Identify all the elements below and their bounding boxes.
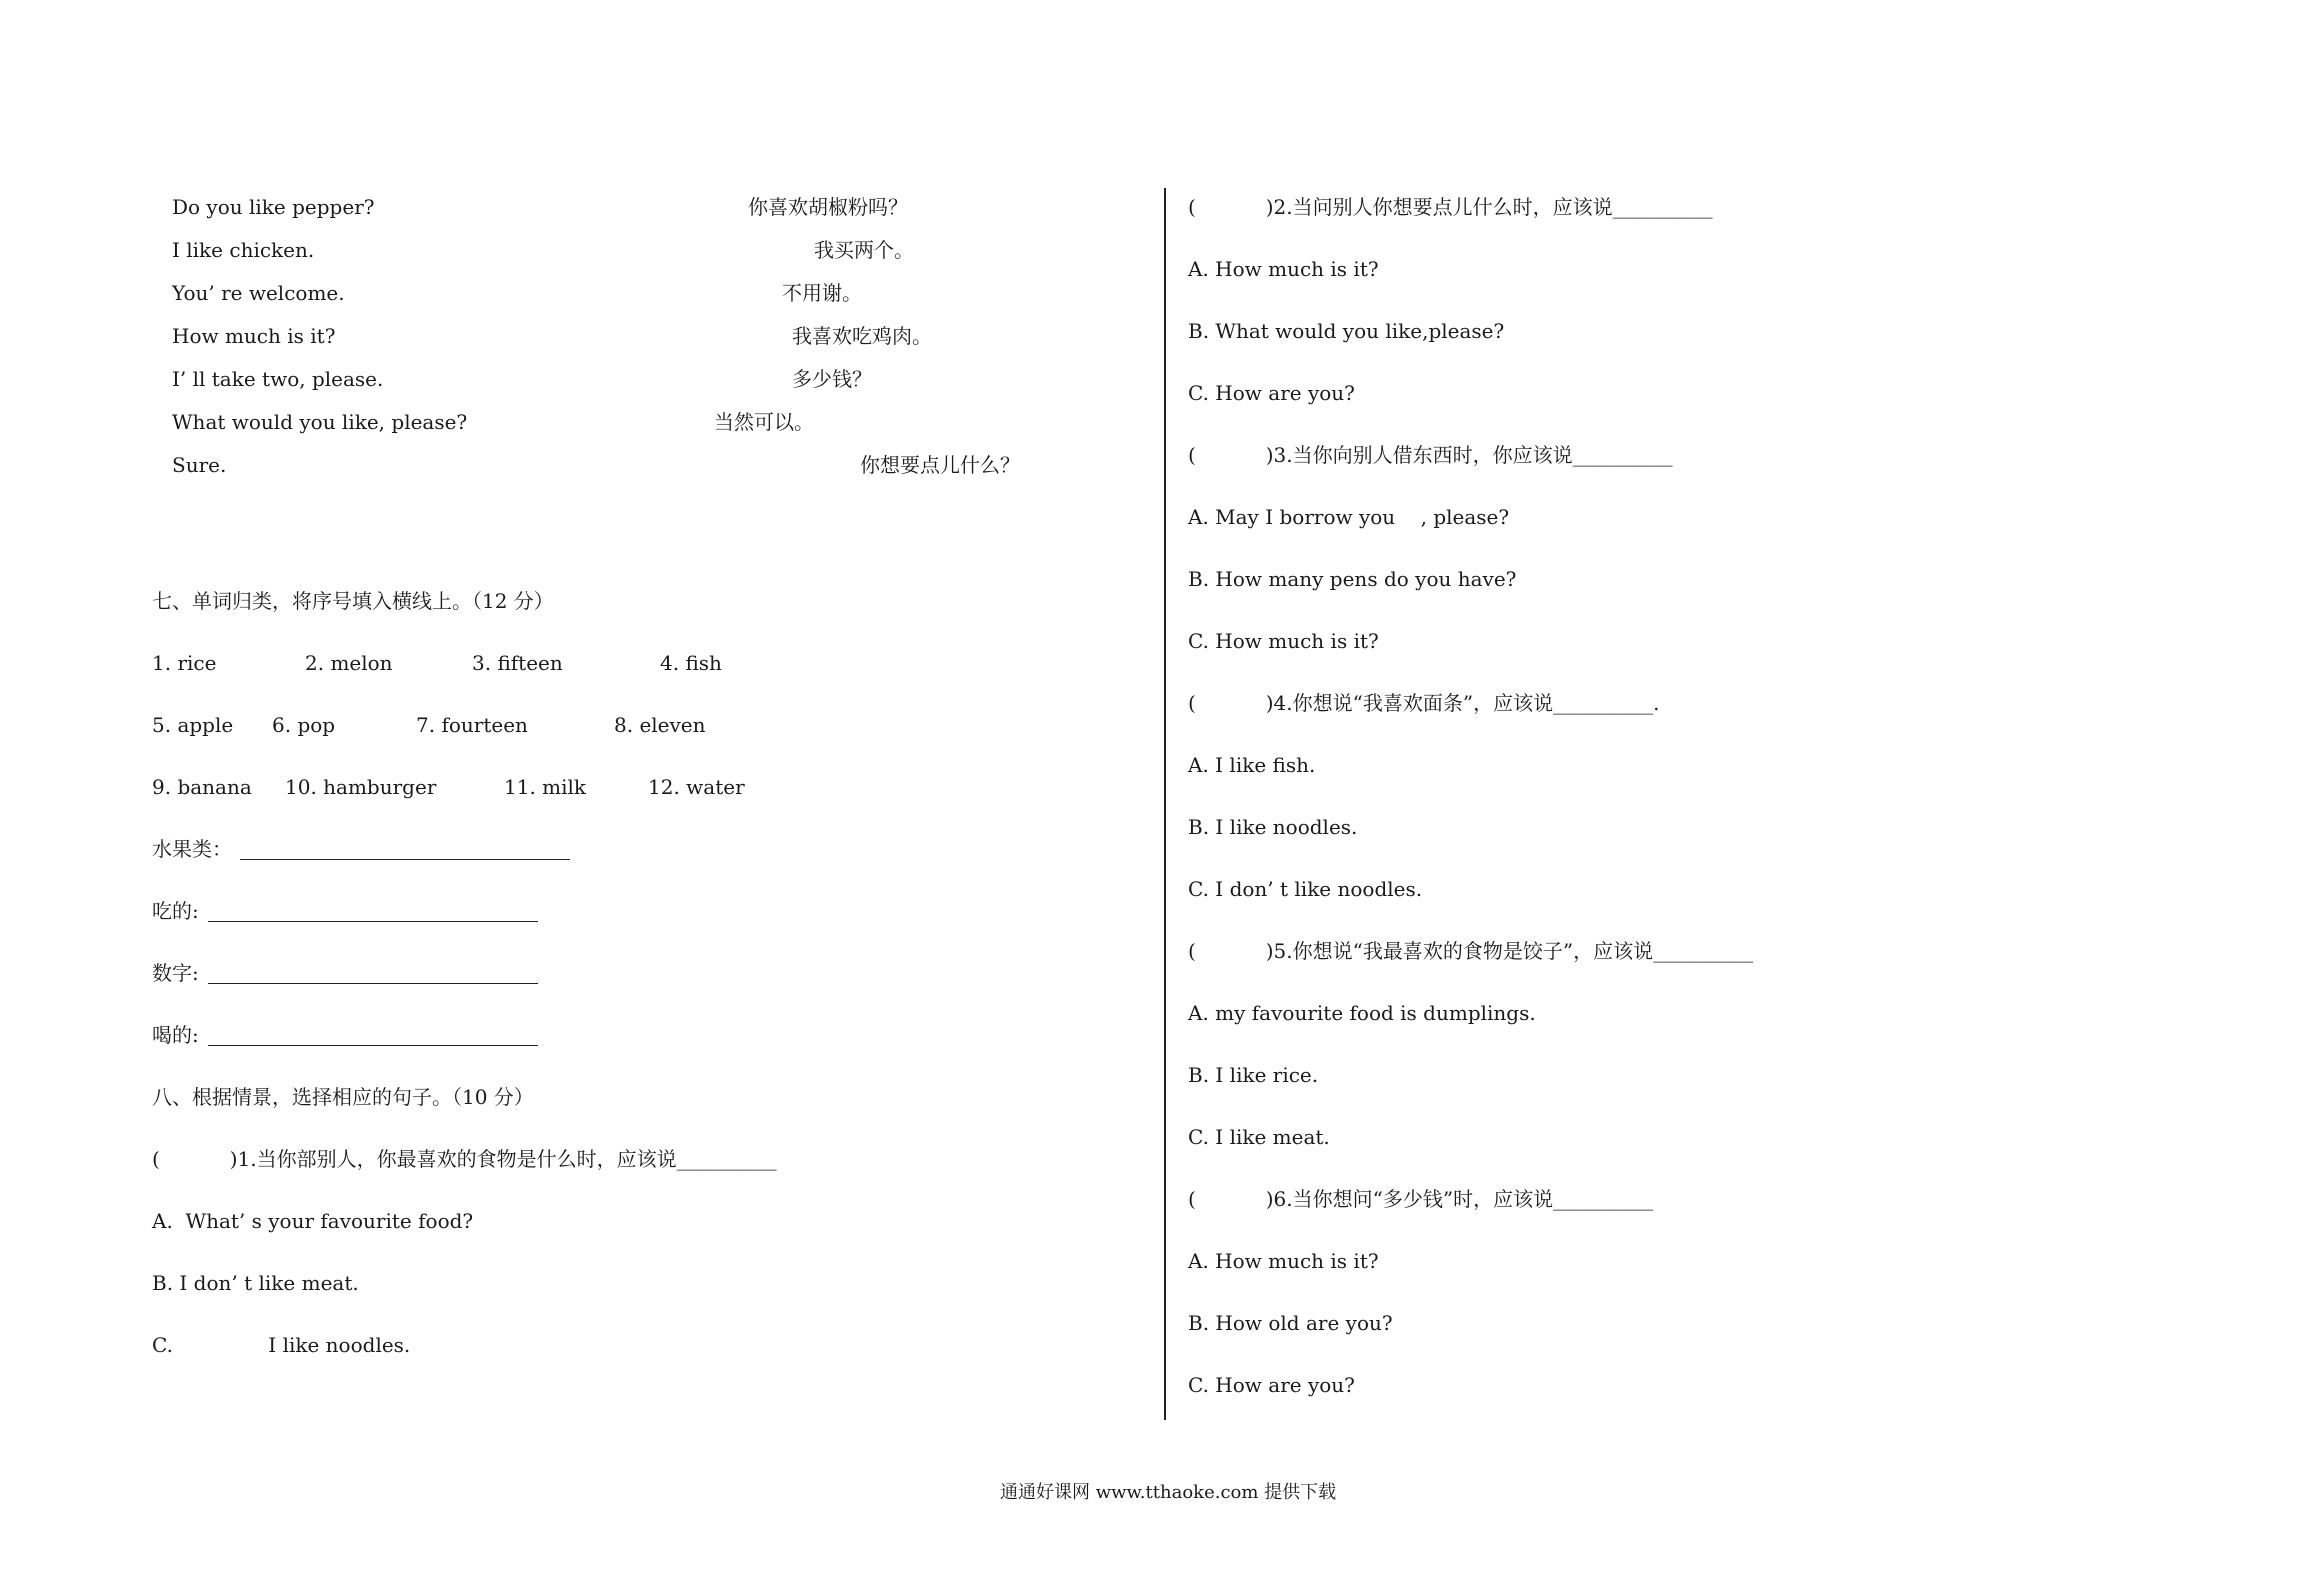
question-3-prompt: ( )3.当你向别人借东西时，你应该说__________ — [1188, 443, 1673, 467]
match-english-4: How much is it? — [172, 324, 336, 348]
question-6-option-c: C. How are you? — [1188, 1373, 1355, 1397]
question-5-option-c: C. I like meat. — [1188, 1125, 1330, 1149]
question-6-option-a: A. How much is it? — [1188, 1249, 1379, 1273]
question-5-option-a: A. my favourite food is dumplings. — [1188, 1001, 1536, 1025]
footer-source: 通通好课网 www.tthaoke.com 提供下载 — [1000, 1482, 1337, 1503]
word-pop: 6. pop — [272, 713, 336, 737]
word-apple: 5. apple — [152, 713, 234, 737]
question-4-option-a: A. I like fish. — [1188, 753, 1316, 777]
question-4-option-c: C. I don’ t like noodles. — [1188, 877, 1423, 901]
match-chinese-7: 你想要点儿什么？ — [860, 453, 1020, 477]
category-number-blank[interactable] — [208, 983, 538, 984]
category-food-blank[interactable] — [208, 921, 538, 922]
match-english-2: I like chicken. — [172, 238, 315, 262]
match-english-1: Do you like pepper? — [172, 195, 375, 219]
category-drink-label: 喝的: — [152, 1023, 199, 1047]
word-fish: 4. fish — [660, 651, 722, 675]
word-fifteen: 3. fifteen — [472, 651, 563, 675]
question-1-option-c: C. I like noodles. — [152, 1333, 411, 1357]
question-4-prompt: ( )4.你想说“我喜欢面条”，应该说__________. — [1188, 691, 1660, 715]
match-english-5: I’ ll take two, please. — [172, 367, 384, 391]
question-2-prompt: ( )2.当问别人你想要点儿什么时，应该说__________ — [1188, 195, 1713, 219]
question-3-option-b: B. How many pens do you have? — [1188, 567, 1517, 591]
question-2-option-b: B. What would you like,please? — [1188, 319, 1505, 343]
question-1-prompt: ( )1.当你部别人，你最喜欢的食物是什么时，应该说__________ — [152, 1147, 777, 1171]
word-eleven: 8. eleven — [614, 713, 706, 737]
question-2-option-a: A. How much is it? — [1188, 257, 1379, 281]
question-1-option-a: A. What’ s your favourite food? — [152, 1209, 474, 1233]
match-english-7: Sure. — [172, 453, 227, 477]
word-milk: 11. milk — [504, 775, 587, 799]
question-6-option-b: B. How old are you? — [1188, 1311, 1393, 1335]
word-fourteen: 7. fourteen — [416, 713, 528, 737]
word-water: 12. water — [648, 775, 745, 799]
question-5-option-b: B. I like rice. — [1188, 1063, 1319, 1087]
section7-heading: 七、单词归类，将序号填入横线上。（12 分） — [152, 589, 554, 613]
category-food-label: 吃的: — [152, 899, 199, 923]
match-chinese-4: 我喜欢吃鸡肉。 — [792, 324, 932, 348]
word-melon: 2. melon — [305, 651, 393, 675]
word-rice: 1. rice — [152, 651, 217, 675]
category-fruit-label: 水果类： — [152, 837, 232, 861]
match-english-3: You’ re welcome. — [172, 281, 345, 305]
column-divider — [1164, 188, 1166, 1420]
question-1-option-b: B. I don’ t like meat. — [152, 1271, 359, 1295]
match-chinese-5: 多少钱？ — [792, 367, 872, 391]
match-chinese-2: 我买两个。 — [814, 238, 914, 262]
word-hamburger: 10. hamburger — [285, 775, 437, 799]
question-6-prompt: ( )6.当你想问“多少钱”时，应该说__________ — [1188, 1187, 1654, 1211]
category-fruit-blank[interactable] — [240, 859, 570, 860]
category-drink-blank[interactable] — [208, 1045, 538, 1046]
question-3-option-a: A. May I borrow you , please? — [1188, 505, 1510, 529]
question-3-option-c: C. How much is it? — [1188, 629, 1379, 653]
question-4-option-b: B. I like noodles. — [1188, 815, 1358, 839]
category-number-label: 数字: — [152, 961, 199, 985]
question-2-option-c: C. How are you? — [1188, 381, 1355, 405]
match-chinese-6: 当然可以。 — [714, 410, 814, 434]
question-5-prompt: ( )5.你想说“我最喜欢的食物是饺子”，应该说__________ — [1188, 939, 1754, 963]
match-chinese-1: 你喜欢胡椒粉吗？ — [748, 195, 908, 219]
word-banana: 9. banana — [152, 775, 252, 799]
match-english-6: What would you like, please? — [172, 410, 468, 434]
match-chinese-3: 不用谢。 — [782, 281, 862, 305]
section8-heading: 八、根据情景，选择相应的句子。（10 分） — [152, 1085, 534, 1109]
